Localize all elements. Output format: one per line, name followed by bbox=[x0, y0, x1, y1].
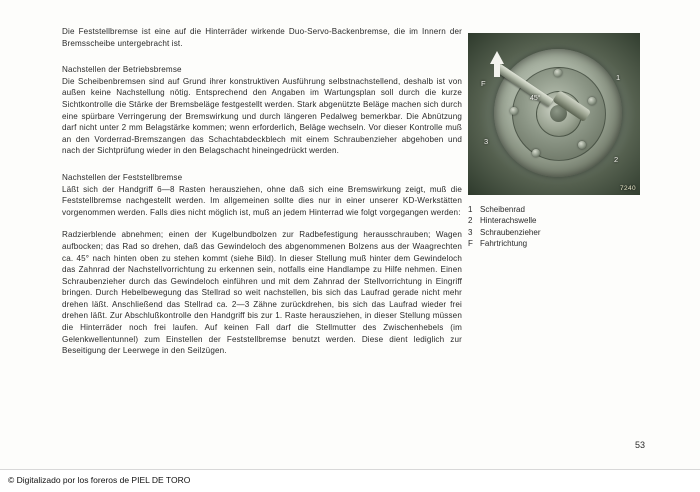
legend-key: 2 bbox=[468, 216, 473, 226]
legend-label: Scheibenrad bbox=[480, 205, 525, 214]
wheel-bolt bbox=[578, 141, 586, 149]
legend-key: 1 bbox=[468, 205, 473, 214]
callout-2: 2 bbox=[614, 155, 619, 164]
text-column bbox=[62, 26, 462, 357]
section-body-betriebsbremse: Die Scheibenbremsen sind auf Grund ihrer konstruktiven Ausführung selbstnachstellend, deshalb ist von außen keine Nachstellung nötig. Entsprechend den Angaben im Wartungsplan soll durch die kurze Sichtkontrolle die Stärke der Bremsbeläge festgestellt werden. Stark abgenützte Beläge machen sich durch eine spürbare Verringerung der Bremswirkung und durch längeren Pedalweg bemerkbar. Die Abnützung darf nicht unter 2 mm Belagstärke kommen; wenn erforderlich, Beläge wechseln. Vor dieser Kontrolle muß an den Vorderrad-Bremszangen das Schachtabdeckblech mit einem Schraubenzieher abgehoben und nach der Sichtprüfung wieder in den Belagschacht hineingedrückt werden. bbox=[62, 76, 462, 156]
figure-code: 7240 bbox=[619, 185, 636, 192]
legend-key: F bbox=[468, 239, 473, 249]
wheel-bolt bbox=[532, 149, 540, 157]
legend-item bbox=[468, 227, 648, 238]
legend-item bbox=[468, 238, 648, 249]
wheel-bolt bbox=[588, 97, 596, 105]
footer-bar bbox=[0, 469, 700, 492]
page-number: 53 bbox=[634, 440, 645, 450]
legend-label: Hinterachswelle bbox=[480, 216, 537, 226]
callout-3: 3 bbox=[484, 137, 489, 146]
photo-frame bbox=[468, 33, 640, 195]
section-heading-feststellbremse: Nachstellen der Feststellbremse bbox=[62, 172, 183, 182]
figure-photo bbox=[468, 33, 640, 195]
intro-paragraph: Die Feststellbremse ist eine auf die Hinterräder wirkende Duo-Servo-Backenbremse, die im Innern der Bremsscheibe untergebracht ist. bbox=[62, 27, 462, 48]
section-body-feststellbremse: Läßt sich der Handgriff 6—8 Rasten herausziehen, ohne daß sich eine Bremswirkung zeigt, muß die Feststellbremse nachgestellt werden. Im allgemeinen sollte dies nur in einer unserer KD-Werkstätten vorgenommen werden. Falls dies nicht möglich ist, muß an jedem Hinterrad wie folgt vorgegangen werden: bbox=[62, 184, 462, 217]
direction-arrow-stem bbox=[494, 62, 500, 77]
section-heading-betriebsbremse: Nachstellen der Betriebsbremse bbox=[62, 65, 182, 75]
legend-label: Schraubenzieher bbox=[480, 227, 541, 237]
wheel-bolt bbox=[510, 107, 518, 115]
angle-label: 45° bbox=[530, 95, 541, 102]
legend-item bbox=[468, 204, 648, 215]
wheel-bolt bbox=[554, 69, 562, 77]
callout-1: 1 bbox=[616, 73, 621, 82]
legend-label: Fahrtrichtung bbox=[480, 239, 528, 249]
legend-item bbox=[468, 215, 648, 226]
figure-legend bbox=[468, 204, 648, 250]
footer-credit: © Digitalizado por los foreros de PIEL DE TORO bbox=[8, 475, 191, 485]
callout-F: F bbox=[481, 79, 486, 88]
closing-paragraph: Radzierblende abnehmen; einen der Kugelbundbolzen zur Radbefestigung herausschrauben; Wagen aufbocken; das Rad so drehen, daß das Gewindeloch des abgenommenen Bolzens aus der Waagrechten ca. 45° nach hinten oben zu stehen kommt (siehe Bild). In dieser Stellung muß hinter dem Gewindeloch das Zahnrad der Nachstellvorrichtung zu erkennen sein, notfalls eine Handlampe zu Hilfe nehmen. Einen Schraubenzieher durch das Gewindeloch einführen und mit dem Zahnrad der Stellvorrichtung in Eingriff bringen. Durch Hebelbewegung das Stellrad so weit nachstellen, bis sich das Laufrad gerade nicht mehr drehen läßt. Anschließend das Stellrad ca. 2—3 Zähne zurückdrehen, bis sich das Laufrad wieder frei drehen läßt. Zur Abschlußkontrolle den Handgriff bis zur 1. Raste herausziehen, in dieser Stellung müssen die Hinterräder noch frei laufen. Auf keinen Fall darf die Stellmutter des Zwischenhebels (im Gelenkwellentunnel) zum Einstellen der Feststellbremse benutzt werden. Diese dient lediglich zur Beseitigung der Leerwege in den Seilzügen. bbox=[62, 230, 462, 356]
legend-key: 3 bbox=[468, 227, 473, 237]
